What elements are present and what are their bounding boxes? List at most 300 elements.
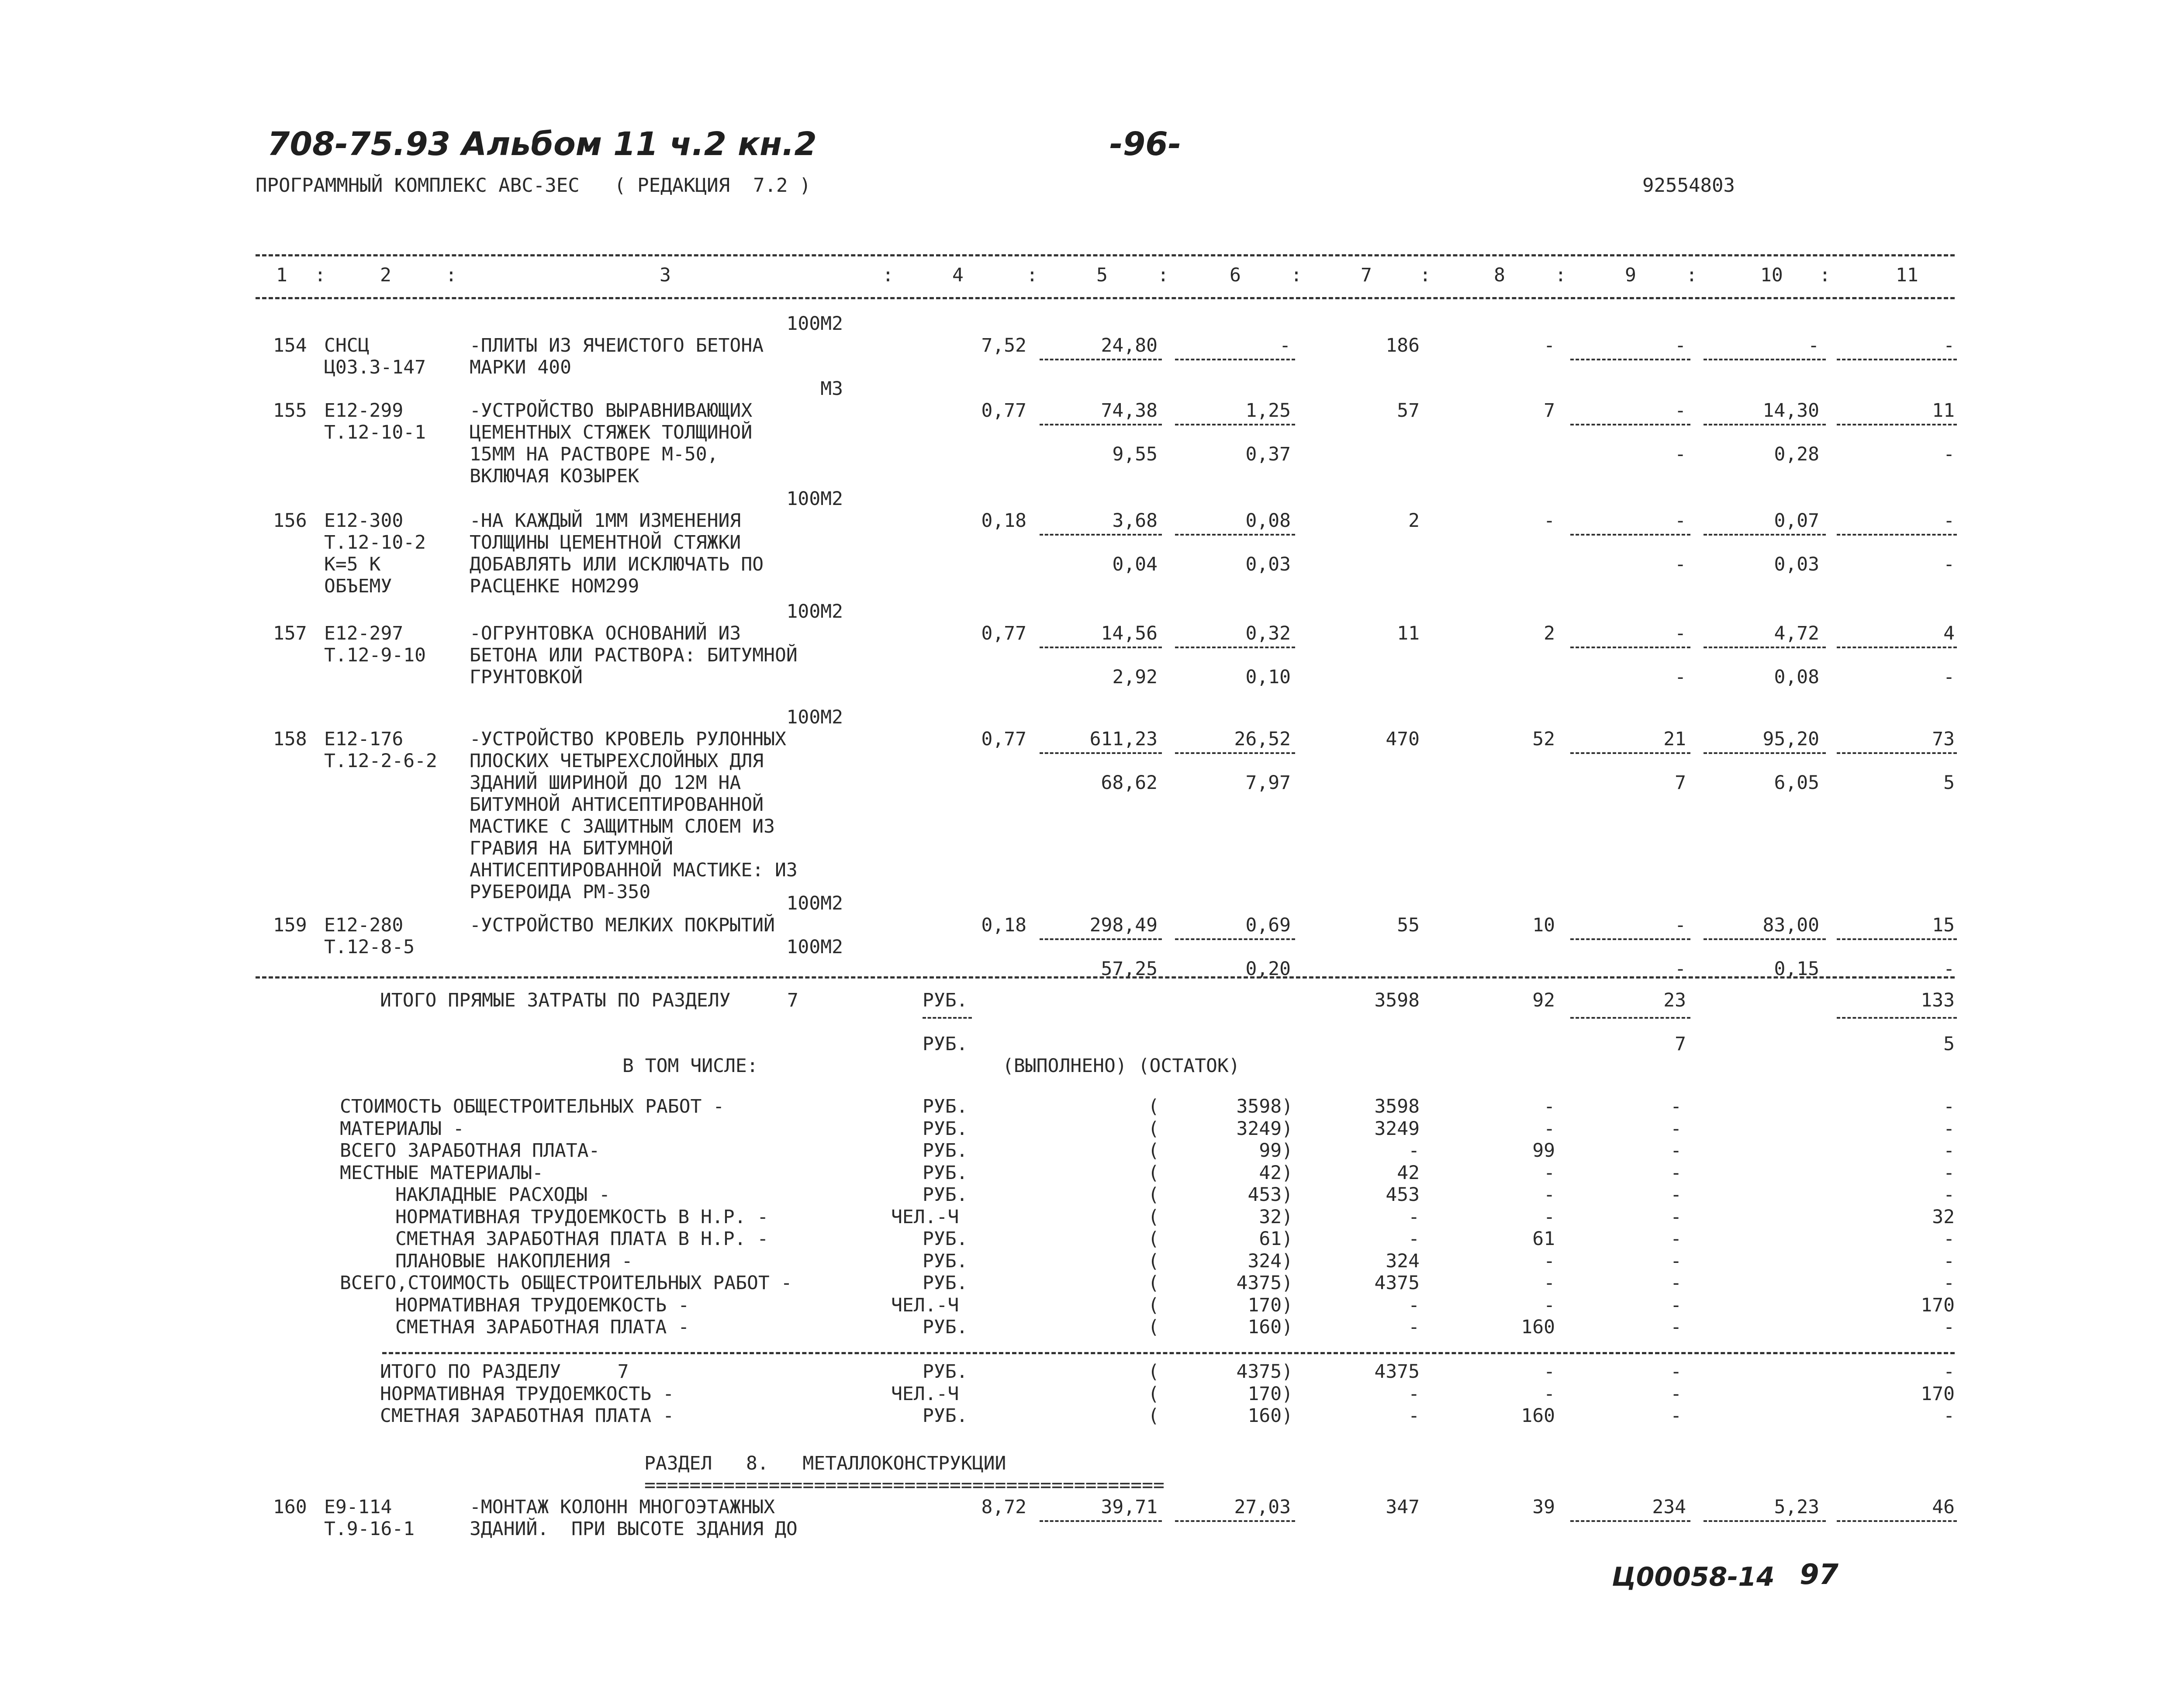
wages: -: [1544, 1383, 1555, 1405]
done-value: 4375): [1236, 1272, 1293, 1294]
work-description: -НА КАЖДЫЙ 1ММ ИЗМЕНЕНИЯ: [470, 510, 741, 532]
cost-c6-sub: 0,03: [1245, 553, 1291, 575]
cost-c5: 24,80: [1101, 335, 1158, 356]
breakdown-label: НАКЛАДНЫЕ РАСХОДЫ -: [395, 1184, 610, 1206]
column-header-1: 1: [276, 264, 287, 286]
quantity: 0,77: [981, 400, 1026, 422]
program-line: ПРОГРАММНЫЙ КОМПЛЕКС АВС-3ЕС ( РЕДАКЦИЯ 7.2 ): [256, 174, 811, 197]
value-separator: [1040, 534, 1162, 536]
work-description: ЦЕМЕНТНЫХ СТЯЖЕК ТОЛЩИНОЙ: [470, 422, 753, 443]
work-description: -МОНТАЖ КОЛОНН МНОГОЭТАЖНЫХ: [470, 1496, 775, 1518]
section-total-label: НОРМАТИВНАЯ ТРУДОЕМКОСТЬ -: [380, 1383, 674, 1405]
work-description: ЗДАНИЙ ШИРИНОЙ ДО 12М НА: [470, 772, 741, 794]
album-title: 708-75.93 Альбом 11 ч.2 кн.2: [267, 125, 817, 163]
unit-label: 100М2: [786, 601, 843, 622]
breakdown-label: ВСЕГО,СТОИМОСТЬ ОБЩЕСТРОИТЕЛЬНЫХ РАБОТ -: [340, 1272, 792, 1294]
in-that-label: В ТОМ ЧИСЛЕ:: [622, 1055, 758, 1077]
cost-c9-sub: -: [1675, 666, 1686, 688]
machine-wages: -: [1670, 1383, 1682, 1405]
wages: -: [1544, 1206, 1555, 1228]
work-description: АНТИСЕПТИРОВАННОЙ МАСТИКЕ: ИЗ: [470, 859, 798, 881]
cost-c6: 1,25: [1245, 400, 1291, 422]
cost-c9: -: [1675, 622, 1686, 644]
cost-c11-sub: -: [1943, 553, 1955, 575]
row-number: 159: [273, 914, 307, 936]
value-separator: [1175, 359, 1295, 360]
value-separator: [1175, 534, 1295, 536]
norm-code: Е9-114: [324, 1496, 392, 1518]
paren: (: [1148, 1162, 1159, 1184]
total-cost: 57: [1397, 400, 1420, 422]
labor: -: [1943, 1405, 1955, 1427]
paren: (: [1148, 1316, 1159, 1338]
machine-wages: -: [1670, 1272, 1682, 1294]
work-description: ЗДАНИЙ. ПРИ ВЫСОТЕ ЗДАНИЯ ДО: [470, 1518, 798, 1540]
wages: 2: [1544, 622, 1555, 644]
breakdown-label: СМЕТНАЯ ЗАРАБОТНАЯ ПЛАТА -: [395, 1316, 690, 1338]
unit-label: 100М2: [786, 892, 843, 914]
column-separator: :: [1026, 264, 1038, 286]
total-cost: 4375: [1374, 1361, 1420, 1383]
machine-wages: -: [1670, 1140, 1682, 1162]
unit-label: РУБ.: [923, 1140, 968, 1162]
machine-wages: -: [1670, 1096, 1682, 1117]
cost-c10: 14,30: [1762, 400, 1819, 422]
machine-wages: -: [1670, 1361, 1682, 1383]
paren: (: [1148, 1117, 1159, 1140]
norm-code: СНСЦ: [324, 335, 370, 356]
unit-label: РУБ.: [923, 1272, 968, 1294]
value-separator: [1837, 1520, 1957, 1522]
total-cost: 55: [1397, 914, 1420, 936]
cost-c9: 21: [1663, 728, 1686, 750]
value-separator: [1040, 1520, 1162, 1522]
norm-code: Т.12-9-10: [324, 644, 426, 666]
cost-c6: 26,52: [1234, 728, 1291, 750]
quantity: 0,18: [981, 914, 1026, 936]
column-header-5: 5: [1096, 264, 1108, 286]
unit-label: 100М2: [786, 936, 843, 958]
value-separator: [1570, 1520, 1690, 1522]
machine-wages: 23: [1663, 989, 1686, 1011]
column-header-8: 8: [1494, 264, 1505, 286]
total-cost: 3598: [1374, 1096, 1420, 1117]
total-cost: 42: [1397, 1162, 1420, 1184]
norm-code: Е12-176: [324, 728, 404, 750]
cost-c6: 0,32: [1245, 622, 1291, 644]
labor: 32: [1932, 1206, 1955, 1228]
breakdown-label: НОРМАТИВНАЯ ТРУДОЕМКОСТЬ -: [395, 1294, 690, 1316]
work-description: -УСТРОЙСТВО ВЫРАВНИВАЮЩИХ: [470, 400, 753, 422]
section-total-label: СМЕТНАЯ ЗАРАБОТНАЯ ПЛАТА -: [380, 1405, 674, 1427]
cost-c9-sub: -: [1675, 443, 1686, 465]
wages: -: [1544, 1184, 1555, 1206]
page-number: -96-: [1109, 125, 1182, 163]
value-separator: [1570, 534, 1690, 536]
wages: 7: [1544, 400, 1555, 422]
total-cost: 186: [1386, 335, 1420, 356]
total-cost: -: [1408, 1206, 1420, 1228]
total-cost: 453: [1386, 1184, 1420, 1206]
cost-c11: -: [1943, 510, 1955, 532]
done-value: 170): [1248, 1294, 1293, 1316]
cost-c7: 347: [1386, 1496, 1420, 1518]
total-cost: -: [1408, 1405, 1420, 1427]
value-separator: [1175, 938, 1295, 940]
cost-c10: 95,20: [1762, 728, 1819, 750]
value-separator: [1570, 938, 1690, 940]
unit-label: РУБ.: [923, 1184, 968, 1206]
wages: -: [1544, 1117, 1555, 1140]
unit-label: РУБ.: [923, 989, 968, 1011]
total-cost: 324: [1386, 1250, 1420, 1272]
work-description: 15ММ НА РАСТВОРЕ М-50,: [470, 443, 719, 465]
norm-code: Т.12-10-1: [324, 422, 426, 443]
column-header-2: 2: [380, 264, 391, 286]
wages: 61: [1532, 1228, 1555, 1250]
labor: -: [1943, 1117, 1955, 1140]
paren: (: [1148, 1140, 1159, 1162]
cost-c5: 611,23: [1089, 728, 1158, 750]
value-separator: [1040, 359, 1162, 360]
cost-c10-sub: 0,15: [1774, 958, 1819, 980]
done-value: 32): [1259, 1206, 1293, 1228]
machine-wages-sub: 7: [1675, 1033, 1686, 1055]
cost-c11-sub: -: [1943, 443, 1955, 465]
value-separator: [1837, 1017, 1957, 1019]
done-value: 324): [1248, 1250, 1293, 1272]
cost-c10: 83,00: [1762, 914, 1819, 936]
column-separator: :: [882, 264, 894, 286]
header-rule-top: [256, 254, 1955, 256]
labor: -: [1943, 1184, 1955, 1206]
cost-c9: -: [1675, 510, 1686, 532]
cost-c11: 73: [1932, 728, 1955, 750]
work-description: -УСТРОЙСТВО КРОВЕЛЬ РУЛОННЫХ: [470, 728, 786, 750]
cost-c11: 11: [1932, 400, 1955, 422]
work-description: ГРАВИЯ НА БИТУМНОЙ: [470, 837, 673, 859]
work-description: МАРКИ 400: [470, 356, 571, 378]
labor: -: [1943, 1316, 1955, 1338]
cost-c9-sub: -: [1675, 553, 1686, 575]
total-cost: 3598: [1374, 989, 1420, 1011]
norm-code: Т.12-8-5: [324, 936, 415, 958]
cost-c5-sub: 0,04: [1112, 553, 1158, 575]
unit-label: М3: [820, 378, 843, 400]
quantity: 7,52: [981, 335, 1026, 356]
labor: -: [1943, 1272, 1955, 1294]
quantity: 0,77: [981, 622, 1026, 644]
wages: -: [1544, 335, 1555, 356]
value-separator: [1704, 938, 1826, 940]
labor: 170: [1921, 1383, 1955, 1405]
paren: (: [1148, 1206, 1159, 1228]
machine-wages: -: [1670, 1206, 1682, 1228]
machine-wages: -: [1670, 1316, 1682, 1338]
done-value: 42): [1259, 1162, 1293, 1184]
cost-c11-sub: -: [1943, 958, 1955, 980]
column-separator: :: [1291, 264, 1302, 286]
unit-label: 100М2: [786, 706, 843, 728]
work-description: -УСТРОЙСТВО МЕЛКИХ ПОКРЫТИЙ: [470, 914, 775, 936]
total-rule-top: [256, 976, 1955, 979]
wages: -: [1544, 510, 1555, 532]
total-cost: -: [1408, 1140, 1420, 1162]
work-description: ПЛОСКИХ ЧЕТЫРЕХСЛОЙНЫХ ДЛЯ: [470, 750, 764, 772]
labor-sub: 5: [1943, 1033, 1955, 1055]
wages: 160: [1521, 1316, 1555, 1338]
unit-label: РУБ.: [923, 1117, 968, 1140]
done-value: 170): [1248, 1383, 1293, 1405]
norm-code: Е12-300: [324, 510, 404, 532]
cost-c5: 298,49: [1089, 914, 1158, 936]
value-separator: [923, 1017, 972, 1019]
work-description: РАСЦЕНКЕ НОМ299: [470, 575, 639, 597]
value-separator: [1570, 647, 1690, 648]
cost-c11: -: [1943, 335, 1955, 356]
total-cost: -: [1408, 1228, 1420, 1250]
cost-c9-sub: 7: [1675, 772, 1686, 794]
cost-c10-sub: 0,08: [1774, 666, 1819, 688]
value-separator: [1704, 534, 1826, 536]
cost-c6: 27,03: [1234, 1496, 1291, 1518]
labor: -: [1943, 1228, 1955, 1250]
value-separator: [1704, 1520, 1826, 1522]
work-description: ДОБАВЛЯТЬ ИЛИ ИСКЛЮЧАТЬ ПО: [470, 553, 764, 575]
total-label: ИТОГО ПРЯМЫЕ ЗАТРАТЫ ПО РАЗДЕЛУ 7: [380, 989, 798, 1011]
cost-c5-sub: 2,92: [1112, 666, 1158, 688]
unit-label: РУБ.: [923, 1096, 968, 1117]
breakdown-label: СТОИМОСТЬ ОБЩЕСТРОИТЕЛЬНЫХ РАБОТ -: [340, 1096, 725, 1117]
breakdown-label: СМЕТНАЯ ЗАРАБОТНАЯ ПЛАТА В Н.Р. -: [395, 1228, 769, 1250]
unit-label: РУБ.: [923, 1250, 968, 1272]
paren: (: [1148, 1272, 1159, 1294]
column-separator: :: [1420, 264, 1431, 286]
cost-c9-sub: -: [1675, 958, 1686, 980]
breakdown-label: НОРМАТИВНАЯ ТРУДОЕМКОСТЬ В Н.Р. -: [395, 1206, 769, 1228]
machine-wages: -: [1670, 1162, 1682, 1184]
done-value: 99): [1259, 1140, 1293, 1162]
column-separator: :: [1819, 264, 1831, 286]
paren: (: [1148, 1361, 1159, 1383]
row-number: 157: [273, 622, 307, 644]
cost-c11-sub: 5: [1943, 772, 1955, 794]
total-cost: -: [1408, 1294, 1420, 1316]
labor: -: [1943, 1140, 1955, 1162]
cost-c11: 4: [1943, 622, 1955, 644]
cost-c10-sub: 6,05: [1774, 772, 1819, 794]
column-header-6: 6: [1230, 264, 1241, 286]
done-value: 61): [1259, 1228, 1293, 1250]
paren: (: [1148, 1383, 1159, 1405]
norm-code: Т.9-16-1: [324, 1518, 415, 1540]
value-separator: [1837, 647, 1957, 648]
column-header-4: 4: [952, 264, 964, 286]
wages: -: [1544, 1250, 1555, 1272]
column-separator: :: [1686, 264, 1697, 286]
unit-label: ЧЕЛ.-Ч: [891, 1383, 959, 1405]
unit-label: РУБ.: [923, 1033, 968, 1055]
machine-wages: -: [1670, 1294, 1682, 1316]
machine-wages: -: [1670, 1250, 1682, 1272]
wages: -: [1544, 1272, 1555, 1294]
column-separator: :: [1555, 264, 1566, 286]
work-description: МАСТИКЕ С ЗАЩИТНЫМ СЛОЕМ ИЗ: [470, 816, 775, 837]
breakdown-label: МЕСТНЫЕ МАТЕРИАЛЫ-: [340, 1162, 543, 1184]
work-description: -ПЛИТЫ ИЗ ЯЧЕИСТОГО БЕТОНА: [470, 335, 764, 356]
value-separator: [1704, 647, 1826, 648]
wages: 160: [1521, 1405, 1555, 1427]
wages: 52: [1532, 728, 1555, 750]
cost-c5: 39,71: [1101, 1496, 1158, 1518]
unit-label: РУБ.: [923, 1405, 968, 1427]
value-separator: [1570, 359, 1690, 360]
value-separator: [1175, 647, 1295, 648]
machine-wages: -: [1670, 1405, 1682, 1427]
cost-c6-sub: 0,20: [1245, 958, 1291, 980]
wages: 92: [1532, 989, 1555, 1011]
row-number: 158: [273, 728, 307, 750]
total-cost: 11: [1397, 622, 1420, 644]
norm-code: Т.12-10-2: [324, 532, 426, 553]
breakdown-label: МАТЕРИАЛЫ -: [340, 1117, 464, 1140]
work-description: ТОЛЩИНЫ ЦЕМЕНТНОЙ СТЯЖКИ: [470, 532, 741, 553]
wages: -: [1544, 1294, 1555, 1316]
cost-c5-sub: 9,55: [1112, 443, 1158, 465]
unit-label: ЧЕЛ.-Ч: [891, 1294, 959, 1316]
value-separator: [1704, 752, 1826, 754]
wages: -: [1544, 1162, 1555, 1184]
work-description: -ОГРУНТОВКА ОСНОВАНИЙ ИЗ: [470, 622, 741, 644]
value-separator: [1570, 1017, 1690, 1019]
work-description: ГРУНТОВКОЙ: [470, 666, 583, 688]
cost-c6: -: [1279, 335, 1291, 356]
value-separator: [1570, 752, 1690, 754]
work-description: РУБЕРОИДА РМ-350: [470, 881, 651, 903]
norm-code: Е12-297: [324, 622, 404, 644]
cost-c10: 4,72: [1774, 622, 1819, 644]
unit-label: РУБ.: [923, 1316, 968, 1338]
cost-c6: 0,69: [1245, 914, 1291, 936]
cost-c10: 0,07: [1774, 510, 1819, 532]
machine-wages: -: [1670, 1184, 1682, 1206]
paren: (: [1148, 1294, 1159, 1316]
cost-c6-sub: 0,37: [1245, 443, 1291, 465]
total-cost: 470: [1386, 728, 1420, 750]
cost-c5-sub: 57,25: [1101, 958, 1158, 980]
cost-c10: -: [1808, 335, 1819, 356]
column-header-10: 10: [1760, 264, 1783, 286]
cost-c9: -: [1675, 400, 1686, 422]
labor: 133: [1921, 989, 1955, 1011]
column-header-7: 7: [1361, 264, 1372, 286]
norm-code: Ц03.3-147: [324, 356, 426, 378]
quantity: 0,18: [981, 510, 1026, 532]
column-header-9: 9: [1625, 264, 1636, 286]
machine-wages: -: [1670, 1117, 1682, 1140]
value-separator: [1704, 424, 1826, 425]
cost-c9: 234: [1652, 1496, 1686, 1518]
cost-c11: 15: [1932, 914, 1955, 936]
breakdown-label: ПЛАНОВЫЕ НАКОПЛЕНИЯ -: [395, 1250, 633, 1272]
unit-label: 100М2: [786, 313, 843, 335]
column-header-11: 11: [1896, 264, 1918, 286]
norm-code: Е12-280: [324, 914, 404, 936]
paren: (: [1148, 1184, 1159, 1206]
wages: -: [1544, 1096, 1555, 1117]
section-underline: ==============================================: [644, 1474, 1165, 1496]
unit-label: РУБ.: [923, 1361, 968, 1383]
value-separator: [1570, 424, 1690, 425]
machine-wages: -: [1670, 1228, 1682, 1250]
program-code: 92554803: [1642, 174, 1735, 197]
header-rule-bottom: [256, 297, 1955, 299]
value-separator: [1704, 359, 1826, 360]
cost-c8: 39: [1532, 1496, 1555, 1518]
total-cost: 2: [1408, 510, 1420, 532]
wages: -: [1544, 1361, 1555, 1383]
cost-c4: 8,72: [981, 1496, 1026, 1518]
cost-c6-sub: 7,97: [1245, 772, 1291, 794]
cost-c10-sub: 0,03: [1774, 553, 1819, 575]
paren: (: [1148, 1228, 1159, 1250]
value-separator: [1040, 424, 1162, 425]
row-number: 155: [273, 400, 307, 422]
cost-c5: 14,56: [1101, 622, 1158, 644]
cost-c10: 5,23: [1774, 1496, 1819, 1518]
norm-code: К=5 К: [324, 553, 381, 575]
work-description: ВКЛЮЧАЯ КОЗЫРЕК: [470, 465, 639, 487]
paren: (: [1148, 1405, 1159, 1427]
cost-c5: 3,68: [1112, 510, 1158, 532]
sheet-number: 97: [1800, 1559, 1839, 1591]
value-separator: [1175, 424, 1295, 425]
column-header-3: 3: [660, 264, 671, 286]
norm-code: Е12-299: [324, 400, 404, 422]
wages: 10: [1532, 914, 1555, 936]
quantity: 0,77: [981, 728, 1026, 750]
cost-c5-sub: 68,62: [1101, 772, 1158, 794]
column-separator: :: [314, 264, 326, 286]
paren: (: [1148, 1096, 1159, 1117]
labor: 170: [1921, 1294, 1955, 1316]
column-separator: :: [1158, 264, 1169, 286]
total-cost: -: [1408, 1316, 1420, 1338]
cost-c6-sub: 0,10: [1245, 666, 1291, 688]
done-value: 4375): [1236, 1361, 1293, 1383]
done-value: 453): [1248, 1184, 1293, 1206]
value-separator: [1837, 938, 1957, 940]
labor: -: [1943, 1250, 1955, 1272]
cost-c11-sub: -: [1943, 666, 1955, 688]
labor: -: [1943, 1361, 1955, 1383]
column-separator: :: [446, 264, 457, 286]
cost-c5: 74,38: [1101, 400, 1158, 422]
total-cost: 3249: [1374, 1117, 1420, 1140]
section-title: РАЗДЕЛ 8. МЕТАЛЛОКОНСТРУКЦИИ: [644, 1452, 1006, 1474]
unit-label: РУБ.: [923, 1162, 968, 1184]
breakdown-label: ВСЕГО ЗАРАБОТНАЯ ПЛАТА-: [340, 1140, 600, 1162]
row-number: 156: [273, 510, 307, 532]
row-number: 154: [273, 335, 307, 356]
paren: (: [1148, 1250, 1159, 1272]
section-total-rule: [382, 1352, 1955, 1354]
row-number: 160: [273, 1496, 307, 1518]
labor: -: [1943, 1162, 1955, 1184]
done-value: 3598): [1236, 1096, 1293, 1117]
wages: 99: [1532, 1140, 1555, 1162]
cost-c9: -: [1675, 335, 1686, 356]
